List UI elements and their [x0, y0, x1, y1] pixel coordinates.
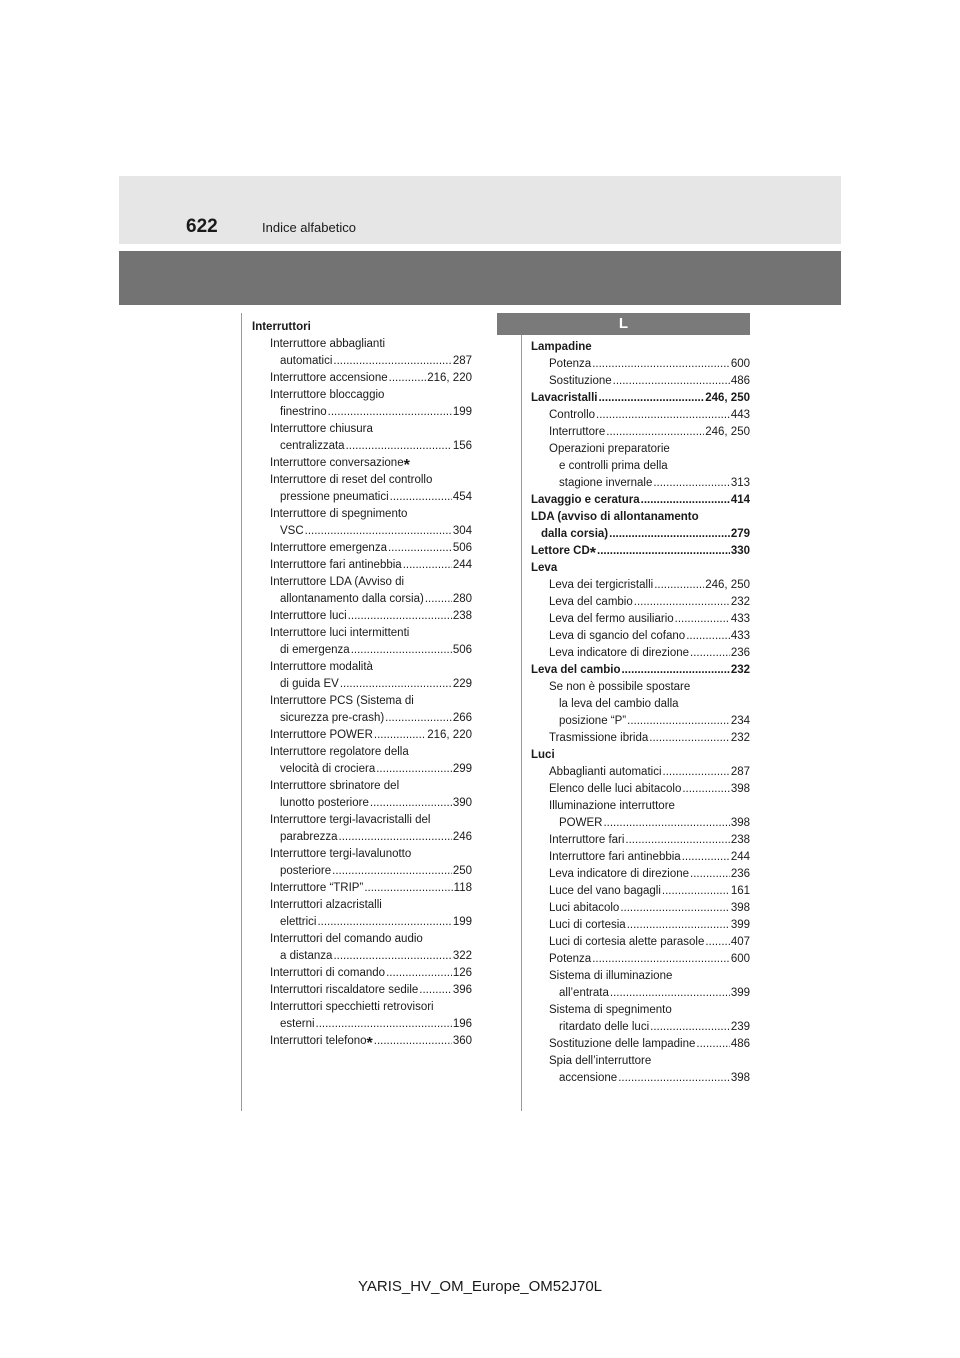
leader-dots	[376, 761, 452, 778]
leader-dots	[592, 356, 730, 373]
entry-text: all’entrata	[559, 987, 609, 999]
page-reference: 156	[452, 440, 472, 452]
entry-text: Interruttore accensione	[270, 372, 388, 384]
page-reference: 244	[730, 851, 750, 863]
entry-text: finestrino	[280, 406, 327, 418]
page-reference: 161	[730, 885, 750, 897]
entry-text: Illuminazione interruttore	[549, 800, 675, 812]
index-entry	[252, 897, 472, 914]
page-reference: 443	[730, 409, 750, 421]
index-entry	[252, 778, 472, 795]
index-entry	[531, 730, 750, 747]
leader-dots	[597, 543, 730, 560]
left-column-rule	[241, 313, 242, 1111]
index-entry	[531, 713, 750, 730]
leader-dots	[675, 611, 730, 628]
page-reference: 398	[730, 817, 750, 829]
entry-text: centralizzata	[280, 440, 345, 452]
index-entry	[252, 761, 472, 778]
index-entry	[252, 846, 472, 863]
entry-text: Lettore CD	[531, 545, 590, 557]
page-reference: 304	[452, 525, 472, 537]
page-reference: 246	[452, 831, 472, 843]
index-heading	[531, 339, 750, 356]
page-reference: 506	[452, 644, 472, 656]
entry-text: VSC	[280, 525, 304, 537]
leader-dots	[328, 404, 452, 421]
page-reference: 433	[730, 613, 750, 625]
leader-dots	[634, 594, 730, 611]
page-reference: 287	[730, 766, 750, 778]
page-reference: 199	[452, 916, 472, 928]
entry-text: Interruttore chiusura	[270, 423, 373, 435]
entry-text: LDA (avviso di allontanamento	[531, 511, 699, 523]
index-entry: Interruttori telefono * ..... 360	[252, 1033, 472, 1050]
index-heading	[531, 560, 750, 577]
index-entry	[252, 523, 472, 540]
entry-text: Sostituzione	[549, 375, 612, 387]
leader-dots	[663, 764, 730, 781]
index-entry	[252, 336, 472, 353]
entry-text: Interruttore “TRIP”	[270, 882, 364, 894]
entry-text: dalla corsia)	[541, 528, 609, 540]
page-reference: 216, 220	[427, 372, 472, 384]
index-entry	[252, 472, 472, 489]
leader-dots	[696, 1036, 729, 1053]
page-reference: 250	[452, 865, 472, 877]
index-entry	[531, 1070, 750, 1087]
index-entry	[252, 1016, 472, 1033]
index-heading	[531, 509, 750, 526]
entry-text: Abbaglianti automatici	[549, 766, 662, 778]
leader-dots	[653, 475, 729, 492]
entry-text: Luci di cortesia	[549, 919, 626, 931]
entry-text: Interruttore PCS (Sistema di	[270, 695, 414, 707]
index-entry	[531, 900, 750, 917]
index-entry	[252, 642, 472, 659]
entry-text: Interruttore modalità	[270, 661, 373, 673]
entry-text: Interruttore fari	[549, 834, 625, 846]
index-entry	[531, 934, 750, 951]
index-entry	[531, 645, 750, 662]
index-entry	[531, 781, 750, 798]
index-entry	[252, 914, 472, 931]
leader-dots	[385, 710, 452, 727]
entry-text: Interruttori alzacristalli	[270, 899, 382, 911]
page-reference: 244	[452, 559, 472, 571]
entry-text: Interruttore bloccaggio	[270, 389, 385, 401]
page-reference: 398	[730, 1072, 750, 1084]
entry-text: Elenco delle luci abitacolo	[549, 783, 682, 795]
index-entry	[252, 557, 472, 574]
leader-dots	[389, 370, 427, 387]
entry-text: Lavacristalli	[531, 392, 598, 404]
leader-dots	[333, 353, 451, 370]
leader-dots	[388, 540, 452, 557]
entry-text: Interruttore di spegnimento	[270, 508, 408, 520]
index-entry	[531, 968, 750, 985]
index-heading	[531, 662, 750, 679]
leader-dots	[419, 982, 452, 999]
index-entry	[531, 628, 750, 645]
index-entry	[252, 438, 472, 455]
index-entry	[531, 458, 750, 475]
index-entry	[531, 475, 750, 492]
index-entry	[531, 373, 750, 390]
page-reference: 396	[452, 984, 472, 996]
index-entry	[252, 574, 472, 591]
entry-text: velocità di crociera	[280, 763, 376, 775]
page-reference: 433	[730, 630, 750, 642]
entry-text: posizione “P”	[559, 715, 627, 727]
entry-text: di emergenza	[280, 644, 350, 656]
index-entry	[531, 1002, 750, 1019]
header-band	[119, 176, 841, 244]
entry-text: Spia dell’interruttore	[549, 1055, 652, 1067]
index-entry	[252, 795, 472, 812]
document-footer: YARIS_HV_OM_Europe_OM52J70L	[357, 1278, 602, 1295]
leader-dots	[316, 1016, 452, 1033]
leader-dots	[340, 676, 452, 693]
decorative-band	[119, 251, 841, 305]
leader-dots	[705, 934, 729, 951]
page-reference: 246, 250	[705, 392, 750, 404]
entry-text: esterni	[280, 1018, 315, 1030]
entry-text: Leva indicatore di direzione	[549, 647, 690, 659]
page-reference: 600	[730, 953, 750, 965]
entry-text: Potenza	[549, 953, 592, 965]
leader-dots	[662, 883, 730, 900]
index-heading	[531, 390, 750, 407]
entry-text: Leva indicatore di direzione	[549, 868, 690, 880]
index-entry	[252, 608, 472, 625]
entry-text: Potenza	[549, 358, 592, 370]
index-entry	[531, 764, 750, 781]
index-entry	[252, 591, 472, 608]
entry-text: accensione	[559, 1072, 618, 1084]
index-entry	[531, 798, 750, 815]
page-reference: 236	[730, 647, 750, 659]
leader-dots	[364, 880, 452, 897]
entry-text: stagione invernale	[559, 477, 653, 489]
entry-text: Luce del vano bagagli	[549, 885, 661, 897]
entry-text: Controllo	[549, 409, 596, 421]
leader-dots	[686, 628, 730, 645]
index-entry	[252, 353, 472, 370]
entry-text: Leva del cambio	[531, 664, 621, 676]
leader-dots	[592, 951, 730, 968]
entry-text: a distanza	[280, 950, 333, 962]
index-entry	[531, 1019, 750, 1036]
entry-text: allontanamento dalla corsia)	[280, 593, 424, 605]
page-reference: 238	[730, 834, 750, 846]
index-entry	[252, 659, 472, 676]
entry-text: lunotto posteriore	[280, 797, 369, 809]
leader-dots	[425, 591, 452, 608]
leader-dots	[386, 965, 452, 982]
leader-dots	[650, 1019, 730, 1036]
index-entry	[531, 594, 750, 611]
entry-text: la leva del cambio dalla	[559, 698, 679, 710]
entry-text: automatici	[280, 355, 333, 367]
page-reference: 322	[452, 950, 472, 962]
index-entry	[531, 917, 750, 934]
page-reference: 239	[730, 1021, 750, 1033]
page-reference: 360	[452, 1035, 472, 1047]
page-reference: 313	[730, 477, 750, 489]
index-entry	[531, 951, 750, 968]
entry-text: parabrezza	[280, 831, 338, 843]
page-reference: 398	[730, 783, 750, 795]
index-entry	[252, 540, 472, 557]
entry-text: Interruttore luci	[270, 610, 347, 622]
page-reference: 246, 250	[705, 426, 750, 438]
entry-text: Interruttori riscaldatore sedile	[270, 984, 419, 996]
entry-text: Interruttore LDA (Avviso di	[270, 576, 405, 588]
entry-text: elettrici	[280, 916, 317, 928]
leader-dots	[690, 866, 730, 883]
page-reference: 299	[452, 763, 472, 775]
leader-dots	[613, 373, 730, 390]
leader-dots	[305, 523, 452, 540]
entry-text: Interruttore sbrinatore del	[270, 780, 400, 792]
leader-dots	[649, 730, 730, 747]
leader-dots	[690, 645, 730, 662]
index-entry	[531, 1053, 750, 1070]
entry-text: Interruttore fari antinebbia	[549, 851, 681, 863]
entry-text: Interruttori di comando	[270, 967, 386, 979]
entry-text: Sistema di illuminazione	[549, 970, 673, 982]
entry-text: Interruttore conversazione	[270, 457, 404, 469]
page-reference: 234	[730, 715, 750, 727]
index-entry	[252, 710, 472, 727]
leader-dots	[403, 557, 452, 574]
index-entry	[531, 611, 750, 628]
index-entry	[252, 421, 472, 438]
leader-dots	[374, 1033, 452, 1050]
index-heading	[531, 492, 750, 509]
letter-tab: L	[497, 313, 750, 335]
entry-text: Se non è possibile spostare	[549, 681, 691, 693]
page-reference: 196	[452, 1018, 472, 1030]
section-title: Indice alfabetico	[262, 220, 356, 235]
index-entry	[252, 744, 472, 761]
entry-text: Leva dei tergicristalli	[549, 579, 654, 591]
entry-text: Luci di cortesia alette parasole	[549, 936, 705, 948]
entry-text: Interruttore abbaglianti	[270, 338, 386, 350]
page-reference: 199	[452, 406, 472, 418]
entry-text: Luci	[531, 749, 555, 761]
leader-dots	[346, 438, 452, 455]
index-entry	[252, 965, 472, 982]
index-heading: Lettore CD * ..... 330	[531, 543, 750, 560]
page-reference: 246, 250	[705, 579, 750, 591]
index-entry	[531, 815, 750, 832]
entry-text: Trasmissione ibrida	[549, 732, 649, 744]
entry-text: sicurezza pre-crash)	[280, 712, 385, 724]
leader-dots	[621, 662, 729, 679]
leader-dots	[618, 1070, 730, 1087]
page-reference: 232	[730, 664, 750, 676]
entry-text: Interruttore emergenza	[270, 542, 387, 554]
leader-dots	[598, 390, 704, 407]
leader-dots	[603, 815, 729, 832]
entry-text: Leva	[531, 562, 558, 574]
leader-dots	[620, 900, 729, 917]
entry-text: Leva del cambio	[549, 596, 633, 608]
entry-text: ritardato delle luci	[559, 1021, 650, 1033]
leader-dots	[682, 781, 729, 798]
page-reference: 390	[452, 797, 472, 809]
index-entry	[531, 441, 750, 458]
index-entry	[531, 679, 750, 696]
index-entry	[252, 880, 472, 897]
page-reference: 454	[452, 491, 472, 503]
entry-text: e controlli prima della	[559, 460, 668, 472]
index-entry	[531, 832, 750, 849]
index-column-right	[531, 339, 750, 1087]
entry-text: Lampadine	[531, 341, 592, 353]
index-entry	[252, 676, 472, 693]
index-entry	[252, 387, 472, 404]
page-reference: 279	[730, 528, 750, 540]
index-entry	[252, 506, 472, 523]
page-reference: 407	[730, 936, 750, 948]
leader-dots	[641, 492, 730, 509]
leader-dots	[390, 489, 452, 506]
page-reference: 399	[730, 919, 750, 931]
index-entry	[531, 849, 750, 866]
leader-dots	[596, 407, 730, 424]
page-reference: 118	[453, 882, 472, 894]
page-reference: 506	[452, 542, 472, 554]
entry-text: Interruttore di reset del controllo	[270, 474, 433, 486]
index-entry	[252, 625, 472, 642]
index-entry	[531, 883, 750, 900]
entry-text: Interruttore fari antinebbia	[270, 559, 402, 571]
center-column-rule	[521, 335, 522, 1111]
index-entry	[531, 1036, 750, 1053]
page-reference: 398	[730, 902, 750, 914]
index-entry	[252, 999, 472, 1016]
entry-text: Lavaggio e ceratura	[531, 494, 640, 506]
index-heading	[252, 319, 472, 336]
leader-dots	[374, 727, 426, 744]
entry-text: Operazioni preparatorie	[549, 443, 670, 455]
entry-text: Interruttore regolatore della	[270, 746, 409, 758]
page-reference: 236	[730, 868, 750, 880]
entry-text: di guida EV	[280, 678, 339, 690]
index-entry	[252, 948, 472, 965]
index-entry	[252, 931, 472, 948]
index-column-left	[252, 319, 472, 1050]
entry-text: Interruttore tergi-lavalunotto	[270, 848, 412, 860]
leader-dots	[333, 948, 451, 965]
index-entry	[252, 489, 472, 506]
entry-text: POWER	[559, 817, 603, 829]
index-heading	[531, 747, 750, 764]
entry-text: Sistema di spegnimento	[549, 1004, 672, 1016]
page-number: 622	[186, 216, 218, 237]
page-reference: 280	[452, 593, 472, 605]
leader-dots	[317, 914, 451, 931]
index-entry	[531, 526, 750, 543]
index-entry	[531, 985, 750, 1002]
page-reference: 600	[730, 358, 750, 370]
leader-dots	[370, 795, 452, 812]
leader-dots	[654, 577, 704, 594]
page-reference: 287	[452, 355, 472, 367]
page-reference: 232	[730, 732, 750, 744]
page-reference: 486	[730, 1038, 750, 1050]
entry-text: Leva del fermo ausiliario	[549, 613, 674, 625]
leader-dots	[348, 608, 452, 625]
page-reference: 229	[452, 678, 472, 690]
entry-text: Interruttore luci intermittenti	[270, 627, 410, 639]
entry-text: pressione pneumatici	[280, 491, 389, 503]
leader-dots	[351, 642, 452, 659]
leader-dots	[339, 829, 452, 846]
entry-text: Interruttori	[252, 321, 311, 333]
index-entry: Interruttore conversazione *	[270, 457, 410, 474]
index-entry	[252, 727, 472, 744]
index-entry	[531, 407, 750, 424]
leader-dots	[625, 832, 729, 849]
page-reference: 330	[730, 545, 750, 557]
entry-text: Interruttori telefono	[270, 1035, 367, 1047]
entry-text: Interruttore tergi-lavacristalli del	[270, 814, 431, 826]
index-entry	[531, 424, 750, 441]
index-entry	[252, 370, 472, 387]
page-reference: 216, 220	[427, 729, 472, 741]
index-entry	[531, 696, 750, 713]
index-entry	[252, 863, 472, 880]
page-reference: 486	[730, 375, 750, 387]
entry-text: posteriore	[280, 865, 332, 877]
entry-text: Leva di sgancio del cofano	[549, 630, 686, 642]
leader-dots	[609, 526, 730, 543]
leader-dots	[610, 985, 730, 1002]
entry-text: Interruttore	[549, 426, 606, 438]
entry-text: Sostituzione delle lampadine	[549, 1038, 696, 1050]
page-reference: 266	[452, 712, 472, 724]
leader-dots	[627, 917, 730, 934]
entry-text: Luci abitacolo	[549, 902, 620, 914]
entry-text: Interruttori specchietti retrovisori	[270, 1001, 434, 1013]
index-entry	[252, 404, 472, 421]
page-reference: 399	[730, 987, 750, 999]
page-reference: 414	[730, 494, 750, 506]
index-entry	[531, 577, 750, 594]
index-entry	[252, 982, 472, 999]
leader-dots	[332, 863, 452, 880]
entry-text: Interruttore POWER	[270, 729, 373, 741]
entry-text: Interruttori del comando audio	[270, 933, 423, 945]
index-entry	[252, 829, 472, 846]
index-entry	[531, 866, 750, 883]
leader-dots	[627, 713, 730, 730]
index-entry	[252, 812, 472, 829]
index-entry	[252, 693, 472, 710]
page-reference: 232	[730, 596, 750, 608]
page-reference: 238	[452, 610, 472, 622]
leader-dots	[682, 849, 730, 866]
leader-dots	[606, 424, 704, 441]
index-entry	[531, 356, 750, 373]
page-reference: 126	[452, 967, 472, 979]
